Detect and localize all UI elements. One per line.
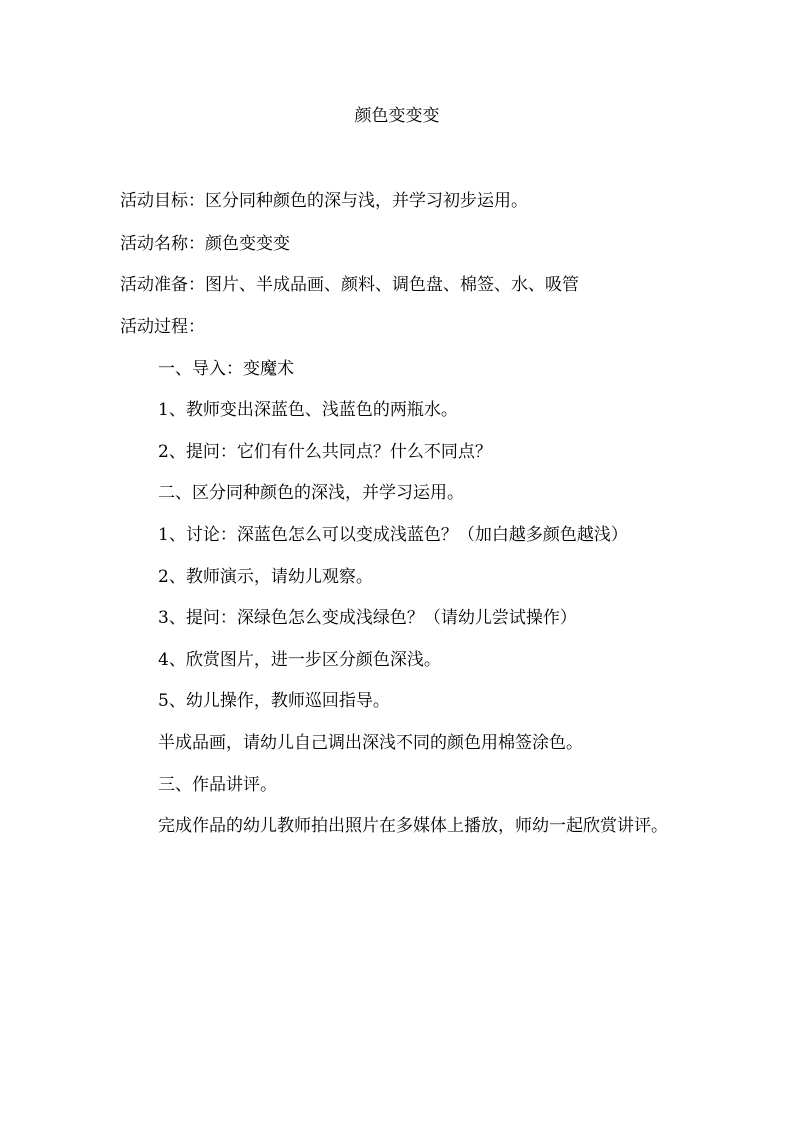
step-item: 2、教师演示，请幼儿观察。 [158,567,373,587]
step-item: 三、作品讲评。 [158,775,277,795]
step-item: 5、幼儿操作，教师巡回指导。 [158,691,390,711]
step-item: 半成品画，请幼儿自己调出深浅不同的颜色用棉签涂色。 [158,733,583,753]
activity-process-heading: 活动过程： [120,317,205,337]
closing-paragraph: 完成作品的幼儿教师拍出照片在多媒体上播放，师幼一起欣赏讲评。 [158,816,668,836]
step-item: 2、提问：它们有什么共同点？什么不同点？ [158,442,492,462]
step-item: 一、导入：变魔术 [158,359,294,379]
step-item: 3、提问：深绿色怎么变成浅绿色？（请幼儿尝试操作） [158,608,577,628]
activity-goal: 活动目标：区分同种颜色的深与浅，并学习初步运用。 [120,191,528,211]
activity-preparation: 活动准备：图片、半成品画、颜料、调色盘、棉签、水、吸管 [120,275,579,295]
step-item: 二、区分同种颜色的深浅，并学习运用。 [158,483,464,503]
step-item: 1、讨论：深蓝色怎么可以变成浅蓝色？（加白越多颜色越浅） [158,525,628,545]
step-item: 1、教师变出深蓝色、浅蓝色的两瓶水。 [158,400,458,420]
activity-name: 活动名称：颜色变变变 [120,234,290,254]
step-item: 4、欣赏图片，进一步区分颜色深浅。 [158,650,441,670]
document-title: 颜色变变变 [354,106,440,126]
